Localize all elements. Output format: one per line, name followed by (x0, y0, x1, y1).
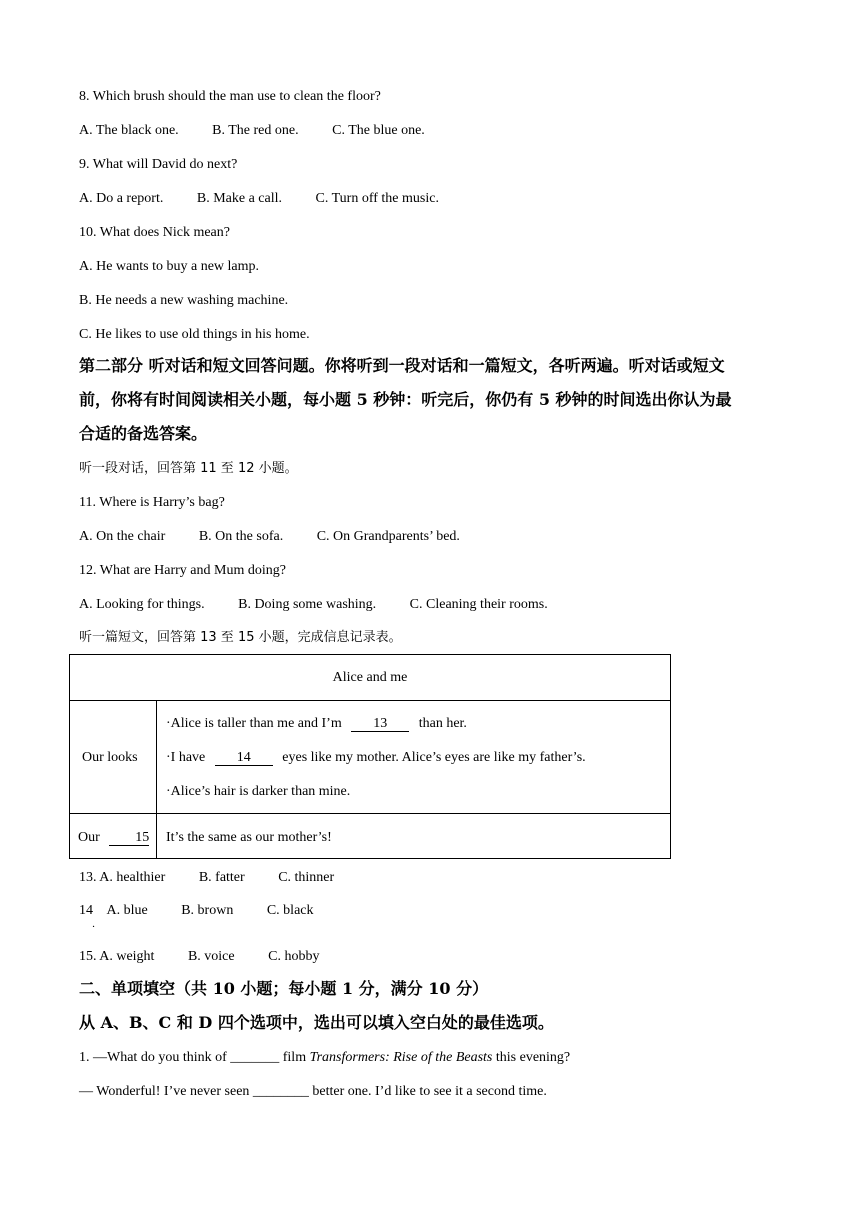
table-column-divider (156, 700, 157, 858)
question-15-options (79, 948, 319, 966)
row-label-our-blank (78, 829, 149, 847)
film-title: Transformers: Rise of the Beasts (309, 1050, 493, 1065)
option-b: B. On the sofa. (198, 529, 284, 544)
option-b: B. Doing some washing. (238, 597, 377, 612)
option-b: B. The red one. (212, 123, 299, 138)
option-c: C. black (266, 903, 314, 918)
option-c: C. thinner (278, 870, 335, 885)
part2-heading-line1: 第二部分 听对话和短文回答问题。你将听到一段对话和一篇短文，各听两遍。听对话或短文 (79, 356, 725, 375)
option-c: C. He likes to use old things in his home. (79, 327, 310, 342)
table-divider (70, 700, 670, 701)
question-13-options (79, 869, 334, 887)
q14-number: 14 (79, 903, 93, 918)
blank-14: 14 (215, 750, 273, 766)
option-c: C. On Grandparents’ bed. (316, 529, 460, 544)
q15-number-option-a: 15. A. weight (79, 949, 155, 964)
option-a: A. blue (106, 903, 148, 918)
question-11: 11. Where is Harry’s bag? (79, 495, 225, 510)
passage-intro: 听一篇短文，回答第 13 至 15 小题，完成信息记录表。 (79, 630, 402, 645)
looks-line-2 (166, 749, 586, 767)
option-c: C. Turn off the music. (315, 191, 439, 206)
part2-heading-line3: 合适的备选答案。 (79, 424, 208, 443)
part2-heading-line2: 前，你将有时间阅读相关小题，每小题 5 秒钟：听完后，你仍有 5 秒钟的时间选出你认为最 (79, 390, 732, 409)
question-8-options (79, 122, 425, 140)
option-c: C. The blue one. (332, 123, 425, 138)
section2-heading: 二、单项填空（共 10 小题；每小题 1 分，满分 10 分） (79, 979, 489, 998)
looks-line-1-text-end: than her. (418, 716, 467, 731)
q1-text: 1. —What do you think of _______ film (79, 1050, 307, 1065)
option-b: B. fatter (198, 870, 245, 885)
option-b: B. voice (187, 949, 235, 964)
looks-line-1 (166, 715, 467, 733)
q13-number-option-a: 13. A. healthier (79, 870, 166, 885)
question-9-options (79, 190, 439, 208)
looks-line-2-text-end: eyes like my mother. Alice’s eyes are like my father’s. (282, 750, 586, 765)
option-a: A. On the chair (79, 529, 166, 544)
q1-text-end: this evening? (495, 1050, 571, 1065)
row-2-text: It’s the same as our mother’s! (166, 830, 332, 845)
blank-15: 15 (109, 830, 149, 846)
looks-line-3: ·Alice’s hair is darker than mine. (166, 784, 351, 799)
blank-13: 13 (351, 716, 409, 732)
option-a: A. Looking for things. (79, 597, 205, 612)
question-8: 8. Which brush should the man use to clean the floor? (79, 89, 381, 104)
question-12-options (79, 596, 548, 614)
question-12: 12. What are Harry and Mum doing? (79, 563, 286, 578)
info-record-table (69, 654, 671, 859)
option-b: B. Make a call. (196, 191, 283, 206)
option-a: A. He wants to buy a new lamp. (79, 259, 260, 274)
section2-question-1-line2: — Wonderful! I’ve never seen ________ better one. I’d like to see it a second time. (79, 1084, 547, 1099)
question-9: 9. What will David do next? (79, 157, 238, 172)
question-10: 10. What does Nick mean? (79, 225, 230, 240)
option-a: A. The black one. (79, 123, 179, 138)
row-label-text: Our (78, 830, 100, 845)
table-title: Alice and me (332, 670, 408, 685)
q14-dot: ． (92, 919, 102, 930)
option-c: C. hobby (268, 949, 320, 964)
question-14-options (79, 902, 314, 920)
looks-line-1-text: ·Alice is taller than me and I’m (166, 716, 342, 731)
option-c: C. Cleaning their rooms. (409, 597, 548, 612)
option-b: B. He needs a new washing machine. (79, 293, 289, 308)
section2-question-1-line1 (79, 1049, 570, 1067)
looks-line-2-text: ·I have (166, 750, 206, 765)
dialogue-intro: 听一段对话，回答第 11 至 12 小题。 (79, 461, 298, 476)
option-a: A. Do a report. (79, 191, 164, 206)
option-b: B. brown (181, 903, 234, 918)
question-11-options (79, 528, 460, 546)
row-label-our-looks: Our looks (82, 750, 138, 765)
table-divider (70, 813, 670, 814)
section2-instruction: 从 A、B、C 和 D 四个选项中，选出可以填入空白处的最佳选项。 (79, 1013, 554, 1032)
